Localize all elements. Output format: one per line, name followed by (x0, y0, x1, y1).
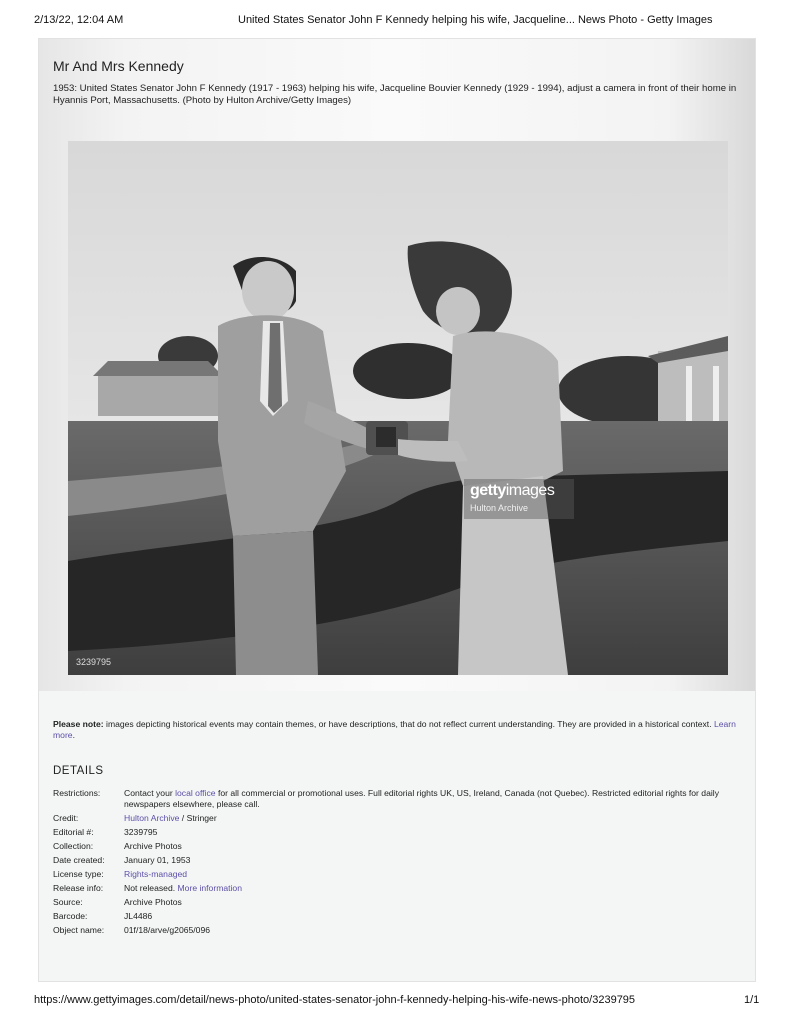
barcode-label: Barcode: (53, 911, 88, 921)
local-office-link[interactable]: local office (175, 788, 216, 798)
photo-id-overlay: 3239795 (76, 657, 112, 667)
credit-value (124, 813, 740, 824)
details-row-license (53, 869, 749, 880)
page-card (38, 38, 756, 982)
watermark-brand (470, 482, 554, 500)
note-label: Please note: (53, 719, 104, 729)
editorial-label: Editorial #: (53, 827, 94, 837)
note-text: images depicting historical events may contain themes, or have descriptions, that do not reflect current understanding. They are provided in a historical context. (103, 719, 714, 729)
credit-label: Credit: (53, 813, 79, 823)
rights-managed-link[interactable]: Rights-managed (124, 869, 188, 879)
object-name-value: 01f/18/arve/g2065/096 (124, 925, 211, 935)
release-info-value (124, 883, 740, 894)
details-row-release (53, 883, 749, 894)
details-row-object (53, 925, 749, 936)
source-value: Archive Photos (124, 897, 182, 907)
details-row-collection (53, 841, 749, 852)
photo-title: Mr And Mrs Kennedy (53, 58, 184, 74)
print-page-title: United States Senator John F Kennedy helping his wife, Jacqueline... News Photo - Getty Images (238, 14, 713, 26)
source-label: Source: (53, 897, 83, 907)
barcode-value: JL4486 (124, 911, 153, 921)
details-row-barcode (53, 911, 749, 922)
details-row-editorial (53, 827, 749, 838)
photo-illustration (68, 141, 728, 675)
hulton-archive-link[interactable]: Hulton Archive (124, 813, 180, 823)
release-info-label: Release info: (53, 883, 104, 893)
watermark-brand-bold: getty (470, 482, 506, 499)
getty-watermark (464, 479, 574, 519)
watermark-subtitle: Hulton Archive (470, 503, 529, 513)
learn-more-link[interactable]: Learn more (53, 719, 736, 740)
collection-value: Archive Photos (124, 841, 182, 851)
photo-panel (39, 39, 755, 691)
license-type-label: License type: (53, 869, 104, 879)
restrictions-post: for all commercial or promotional uses. Full editorial rights UK, US, Ireland, Canada (not Quebec). Restricted editorial rights for daily newspapers elsewhere, please call. (124, 788, 719, 809)
print-url: https://www.gettyimages.com/detail/news-photo/united-states-senator-john-f-kennedy-helping-his-wife-news-photo/3239795 (34, 994, 636, 1006)
print-date: 2/13/22, 12:04 AM (34, 14, 124, 26)
note-end: . (72, 730, 75, 740)
editorial-value: 3239795 (124, 827, 158, 837)
license-type-value (124, 869, 740, 880)
watermark-brand-light: images (505, 482, 555, 499)
credit-post: / Stringer (179, 813, 217, 823)
details-heading: DETAILS (53, 765, 104, 777)
date-created-label: Date created: (53, 855, 105, 865)
historical-note (53, 719, 749, 741)
details-table (53, 788, 749, 939)
details-row-credit (53, 813, 749, 824)
restrictions-label: Restrictions: (53, 788, 101, 798)
news-photo[interactable] (68, 141, 728, 675)
more-information-link[interactable]: More information (177, 883, 242, 893)
details-row-date (53, 855, 749, 866)
restrictions-pre: Contact your (124, 788, 176, 798)
date-created-value: January 01, 1953 (124, 855, 191, 865)
photo-caption: 1953: United States Senator John F Kennedy (1917 - 1963) helping his wife, Jacqueline Bouvier Kennedy (1929 - 1994), adjust a camera in front of their home in Hyannis Port, Massachusetts. (Photo by Hulton Archive/Getty Images) (53, 83, 737, 106)
restrictions-value (124, 788, 740, 810)
collection-label: Collection: (53, 841, 94, 851)
object-name-label: Object name: (53, 925, 105, 935)
details-row-source (53, 897, 749, 908)
print-page-count: 1/1 (744, 994, 760, 1006)
details-row-restrictions (53, 788, 749, 810)
release-pre: Not released. (124, 883, 178, 893)
